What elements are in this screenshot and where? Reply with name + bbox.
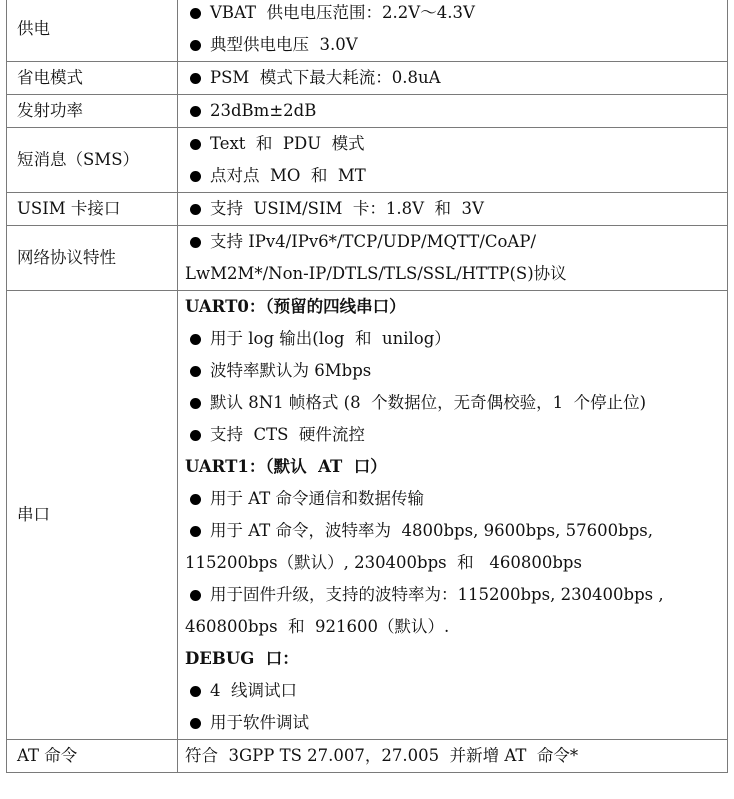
- spec-row-content: [178, 62, 728, 95]
- bullet-icon: [190, 204, 201, 215]
- section-heading: [185, 643, 721, 675]
- spec-row: [7, 740, 728, 773]
- line-text: 115200bps（默认）, 230400bps 和 460800bps: [185, 553, 582, 572]
- content-line: [185, 611, 721, 643]
- line-text: UART1：（默认 AT 口）: [185, 457, 387, 476]
- content-line: [185, 515, 721, 547]
- spec-row: [7, 0, 728, 62]
- spec-row: [7, 95, 728, 128]
- content-line: [185, 226, 721, 258]
- spec-row-label: AT 命令: [7, 740, 178, 773]
- spec-row: [7, 193, 728, 226]
- spec-row-content: [178, 291, 728, 740]
- content-line: [185, 29, 721, 61]
- section-heading: [185, 451, 721, 483]
- line-text: 用于固件升级，支持的波特率为：115200bps, 230400bps ,: [210, 585, 664, 604]
- bullet-icon: [190, 106, 201, 117]
- spec-row-label: 串口: [7, 291, 178, 740]
- spec-row-content: [178, 0, 728, 62]
- bullet-icon: [190, 73, 201, 84]
- content-line: [185, 355, 721, 387]
- bullet-icon: [190, 139, 201, 150]
- spec-row-label: USIM 卡接口: [7, 193, 178, 226]
- line-text: 符合 3GPP TS 27.007，27.005 并新增 AT 命令*: [185, 746, 579, 765]
- bullet-icon: [190, 8, 201, 19]
- content-line: [185, 95, 721, 127]
- line-text: 支持 USIM/SIM 卡：1.8V 和 3V: [210, 199, 484, 218]
- spec-row-content: [178, 95, 728, 128]
- content-line: [185, 387, 721, 419]
- content-line: [185, 675, 721, 707]
- spec-row-label: 供电: [7, 0, 178, 62]
- spec-row: [7, 62, 728, 95]
- content-line: [185, 579, 721, 611]
- spec-row-label: 网络协议特性: [7, 226, 178, 291]
- line-text: 用于 AT 命令通信和数据传输: [210, 489, 425, 508]
- bullet-icon: [190, 686, 201, 697]
- spec-row: [7, 291, 728, 740]
- bullet-icon: [190, 398, 201, 409]
- content-line: [185, 193, 721, 225]
- line-text: VBAT 供电电压范围：2.2V～4.3V: [210, 3, 475, 22]
- spec-table: [6, 0, 728, 773]
- line-text: 23dBm±2dB: [210, 101, 317, 120]
- line-text: 用于软件调试: [210, 713, 309, 732]
- bullet-icon: [190, 171, 201, 182]
- spec-row-label: 省电模式: [7, 62, 178, 95]
- spec-row-content: [178, 226, 728, 291]
- content-line: [185, 160, 721, 192]
- line-text: 支持 IPv4/IPv6*/TCP/UDP/MQTT/CoAP/: [210, 232, 537, 251]
- bullet-icon: [190, 430, 201, 441]
- bullet-icon: [190, 526, 201, 537]
- line-text: PSM 模式下最大耗流：0.8uA: [210, 68, 441, 87]
- line-text: 4 线调试口: [210, 681, 297, 700]
- content-line: [185, 483, 721, 515]
- content-line: [185, 0, 721, 29]
- bullet-icon: [190, 40, 201, 51]
- line-text: Text 和 PDU 模式: [210, 134, 365, 153]
- content-line: [185, 547, 721, 579]
- spec-row-content: [178, 740, 728, 773]
- content-line: [185, 258, 721, 290]
- line-text: 用于 log 输出(log 和 unilog）: [210, 329, 451, 348]
- content-line: [185, 128, 721, 160]
- spec-row-label: 短消息（SMS）: [7, 128, 178, 193]
- bullet-icon: [190, 494, 201, 505]
- content-line: [185, 740, 721, 772]
- line-text: 用于 AT 命令，波特率为 4800bps, 9600bps, 57600bps,: [210, 521, 653, 540]
- line-text: 支持 CTS 硬件流控: [210, 425, 365, 444]
- spec-row-content: [178, 193, 728, 226]
- section-heading: [185, 291, 721, 323]
- bullet-icon: [190, 718, 201, 729]
- line-text: 典型供电电压 3.0V: [210, 35, 358, 54]
- line-text: 460800bps 和 921600（默认）.: [185, 617, 450, 636]
- line-text: 点对点 MO 和 MT: [210, 166, 366, 185]
- bullet-icon: [190, 334, 201, 345]
- spec-table-body: [7, 0, 728, 773]
- spec-row-label: 发射功率: [7, 95, 178, 128]
- line-text: 默认 8N1 帧格式 (8 个数据位，无奇偶校验，1 个停止位): [210, 393, 647, 412]
- bullet-icon: [190, 590, 201, 601]
- line-text: 波特率默认为 6Mbps: [210, 361, 372, 380]
- spec-row: [7, 128, 728, 193]
- content-line: [185, 323, 721, 355]
- line-text: LwM2M*/Non-IP/DTLS/TLS/SSL/HTTP(S)协议: [185, 264, 567, 283]
- content-line: [185, 62, 721, 94]
- bullet-icon: [190, 237, 201, 248]
- line-text: DEBUG 口：: [185, 649, 299, 668]
- line-text: UART0：（预留的四线串口）: [185, 297, 406, 316]
- bullet-icon: [190, 366, 201, 377]
- content-line: [185, 419, 721, 451]
- content-line: [185, 707, 721, 739]
- spec-row: [7, 226, 728, 291]
- spec-row-content: [178, 128, 728, 193]
